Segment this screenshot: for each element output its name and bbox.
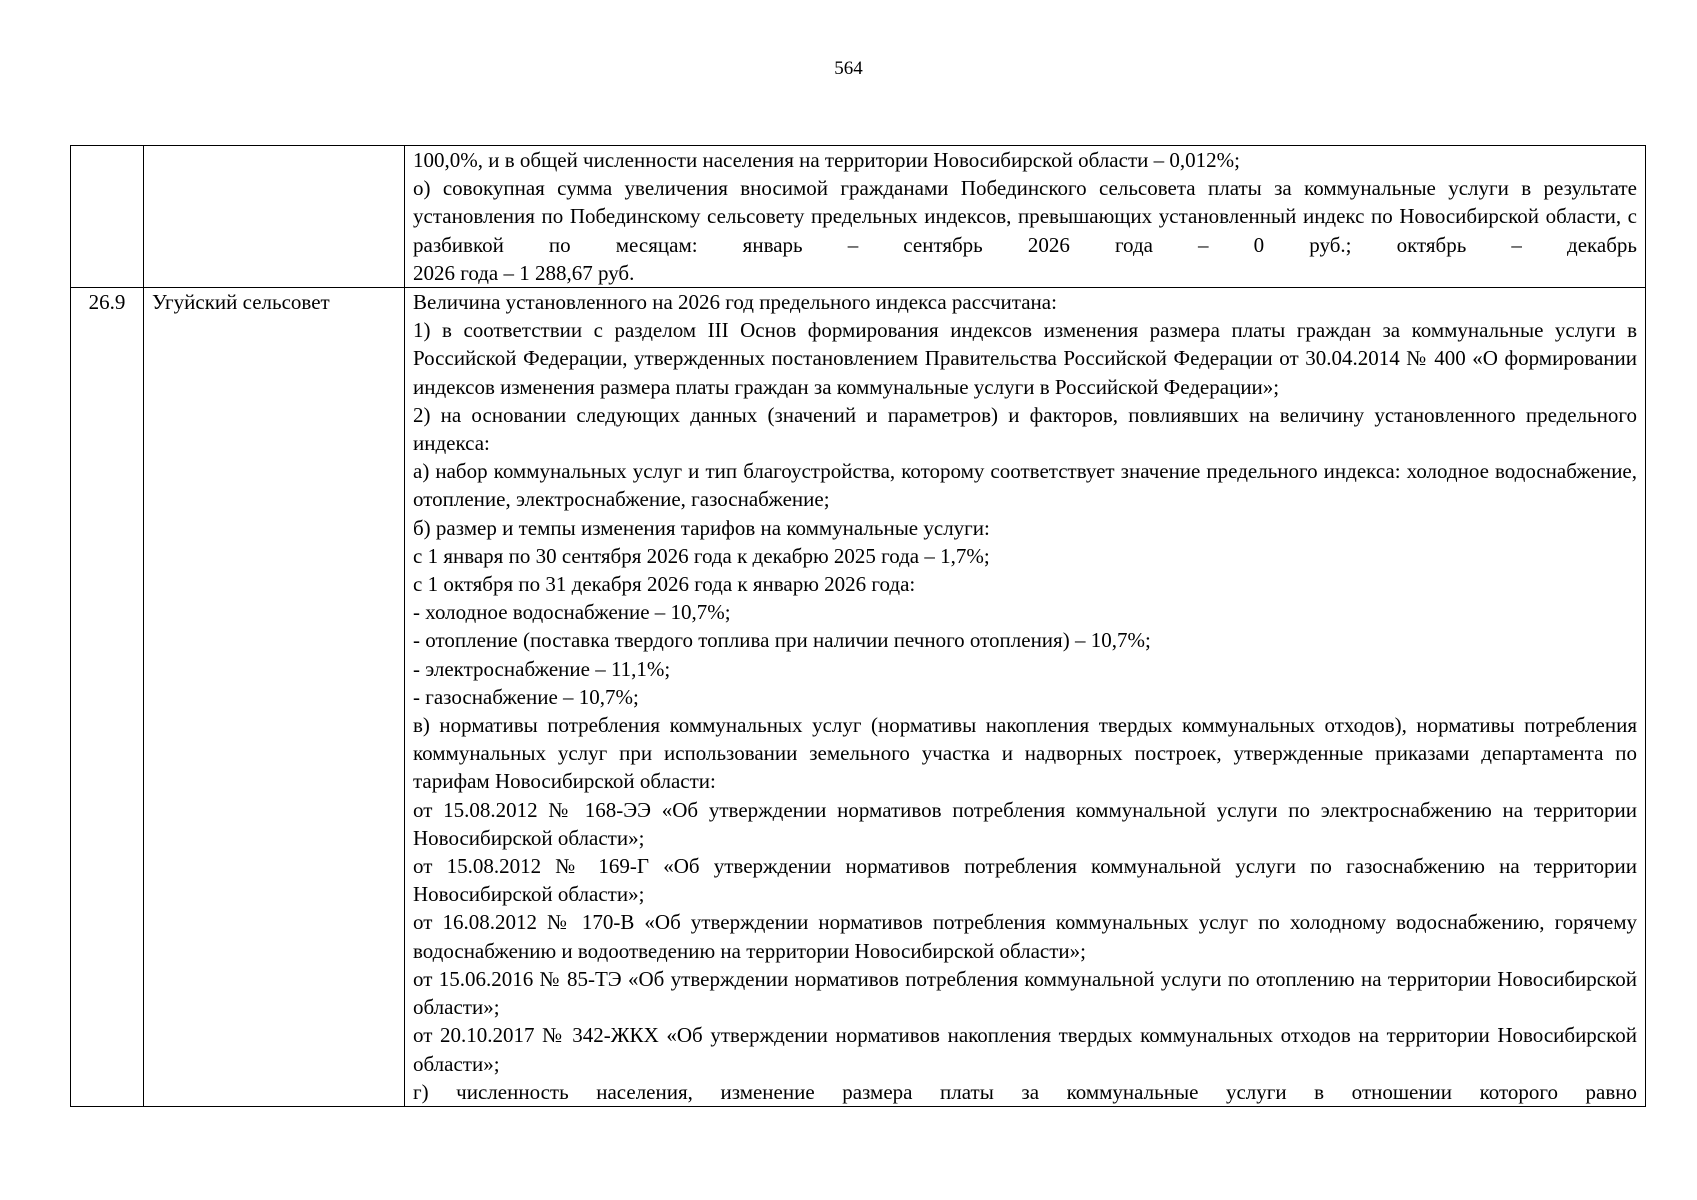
justification-text-cell	[405, 288, 1646, 1107]
table-row	[71, 288, 1646, 1107]
justification-paragraph: от 15.06.2016 № 85-ТЭ «Об утверждении нормативов потребления коммунальной услуги по отоплению на территории Новосибирской области»;	[413, 966, 1637, 1020]
justification-paragraph: б) размер и темпы изменения тарифов на коммунальные услуги:	[413, 515, 990, 540]
municipality-name-cell	[144, 146, 405, 288]
justification-paragraph: о) совокупная сумма увеличения вносимой гражданами Побединского сельсовета платы за коммунальные услуги в результате установления по Побединскому сельсовету предельных индексов, превышающих установленный индекс по Новосибирской области, с разбивкой по месяцам: январь – сентябрь 2026 года – 0 руб.; октябрь – декабрь	[413, 176, 1637, 257]
justification-paragraph: от 15.08.2012 № 169-Г «Об утверждении нормативов потребления коммунальной услуги по газоснабжению на территории Новосибирской области»;	[413, 854, 1637, 907]
justification-paragraph: г) численность населения, изменение размера платы за коммунальные услуги в отношении которого равно	[413, 1079, 1637, 1104]
justification-paragraph: - газоснабжение – 10,7%;	[413, 684, 639, 709]
index-justification-table	[70, 145, 1646, 1107]
justification-paragraph: - холодное водоснабжение – 10,7%;	[413, 600, 731, 625]
table-row	[71, 146, 1646, 288]
justification-paragraph: - электроснабжение – 11,1%;	[413, 656, 671, 681]
justification-paragraph: от 16.08.2012 № 170-В «Об утверждении нормативов потребления коммунальных услуг по холодному водоснабжению, горячему водоснабжению и водоотведению на территории Новосибирской области»;	[413, 910, 1637, 963]
municipality-name-cell: Угуйский сельсовет	[144, 288, 405, 1107]
row-number-cell: 26.9	[71, 288, 144, 1107]
justification-paragraph: с 1 января по 30 сентября 2026 года к декабрю 2025 года – 1,7%;	[413, 543, 990, 568]
justification-text-cell	[405, 146, 1646, 288]
justification-paragraph: - отопление (поставка твердого топлива при наличии печного отопления) – 10,7%;	[413, 628, 1151, 653]
page-number: 564	[834, 58, 863, 79]
justification-paragraph: 2026 года – 1 288,67 руб.	[413, 260, 635, 285]
justification-paragraph: Величина установленного на 2026 год предельного индекса рассчитана:	[413, 290, 1057, 315]
justification-paragraph: 100,0%, и в общей численности населения на территории Новосибирской области – 0,012%;	[413, 148, 1240, 172]
table-body	[71, 146, 1646, 1107]
justification-paragraph: от 20.10.2017 № 342-ЖКХ «Об утверждении нормативов накопления твердых коммунальных отходов на территории Новосибирской области»;	[413, 1023, 1637, 1076]
justification-paragraph: 1) в соответствии с разделом III Основ формирования индексов изменения размера платы граждан за коммунальные услуги в Российской Федерации, утвержденных постановлением Правительства Российской Федерации от 30.04.2014 № 400 «О формировании индексов изменения размера платы граждан за коммунальные услуги в Российской Федерации»;	[413, 318, 1637, 399]
justification-paragraph: от 15.08.2012 № 168-ЭЭ «Об утверждении нормативов потребления коммунальной услуги по электроснабжению на территории Новосибирской области»;	[413, 797, 1637, 850]
justification-paragraph: 2) на основании следующих данных (значений и параметров) и факторов, повлиявших на величину установленного предельного индекса:	[413, 402, 1637, 456]
justification-paragraph: в) нормативы потребления коммунальных услуг (нормативы накопления твердых коммунальных отходов), нормативы потребления коммунальных услуг при использовании земельного участка и надворных построек, утвержденные приказами департамента по тарифам Новосибирской области:	[413, 713, 1637, 794]
justification-paragraph: а) набор коммунальных услуг и тип благоустройства, которому соответствует значение предельного индекса: холодное водоснабжение, отопление, электроснабжение, газоснабжение;	[413, 459, 1637, 512]
row-number-cell	[71, 146, 144, 288]
justification-paragraph: с 1 октября по 31 декабря 2026 года к январю 2026 года:	[413, 572, 916, 597]
